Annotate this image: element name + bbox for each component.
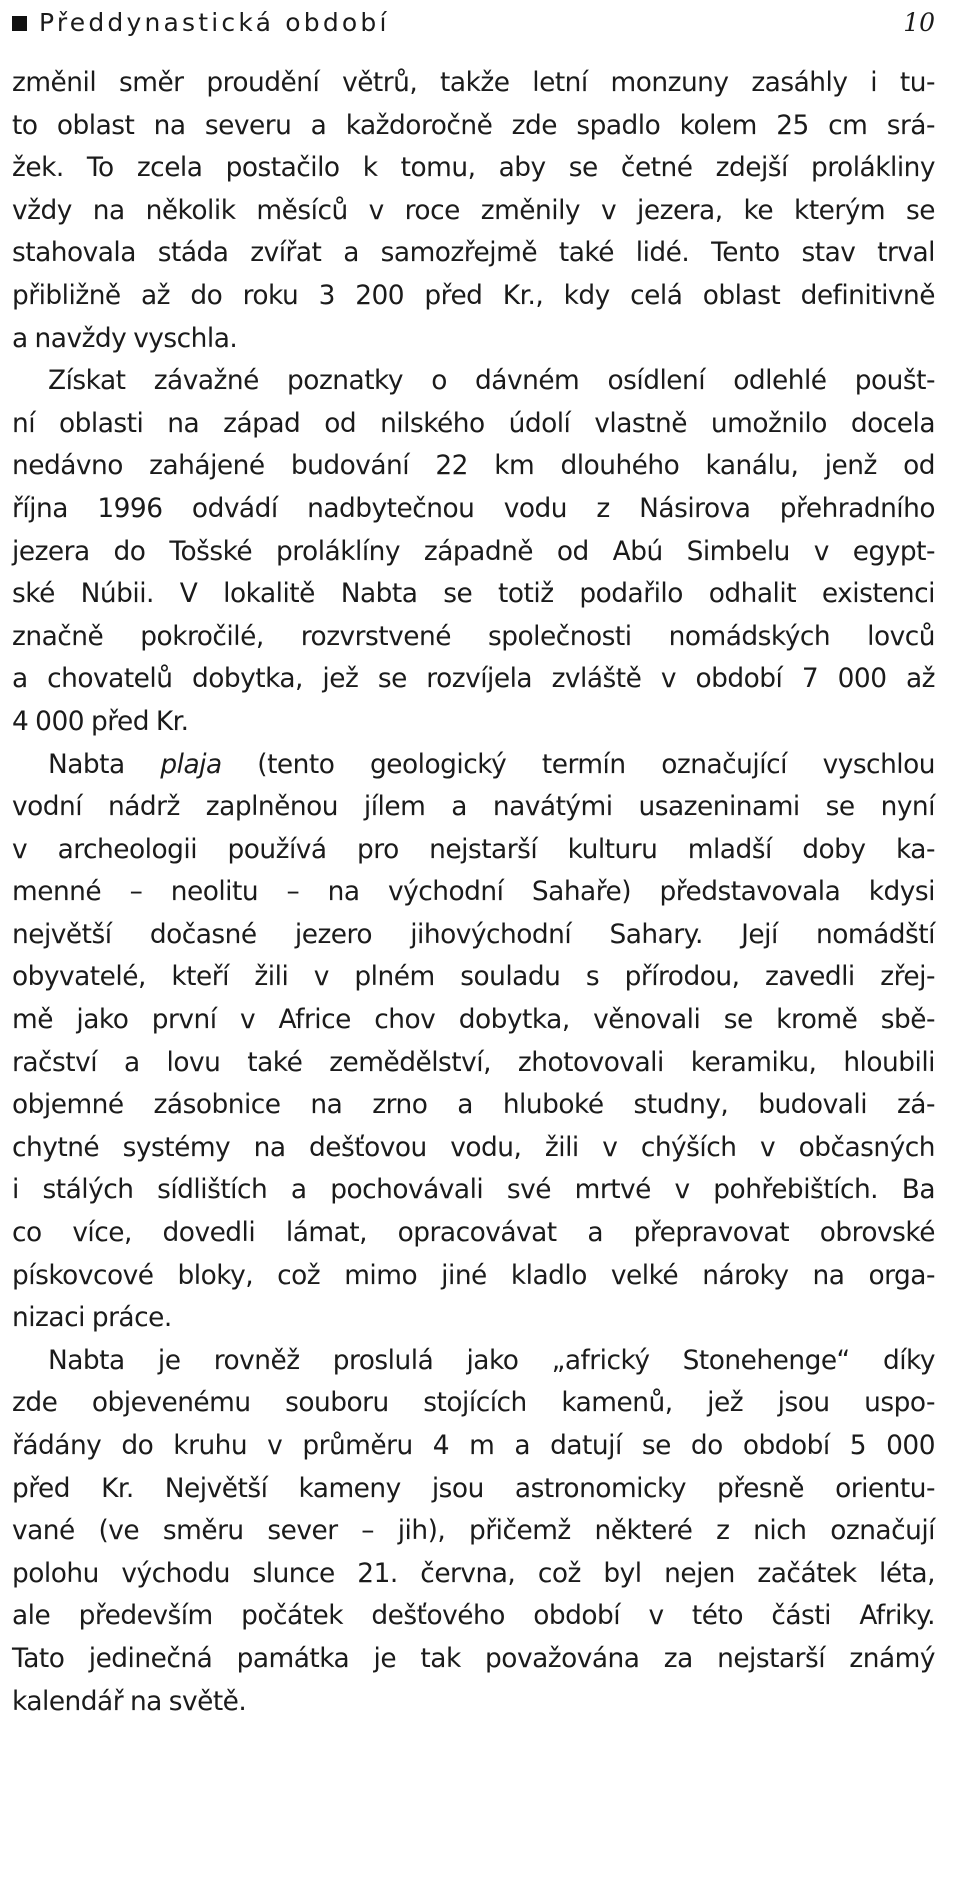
- text-line: značně pokročilé, rozvrstvené společnosti nomádských lovců: [12, 620, 935, 652]
- text-line: nizaci práce.: [12, 1302, 172, 1334]
- text-line: chytné systémy na dešťovou vodu, žili v chýších v občasných: [12, 1131, 935, 1163]
- text-line: řádány do kruhu v průměru 4 m a datují se do období 5 000: [12, 1430, 935, 1461]
- text-line: pískovcové bloky, což mimo jiné kladlo velké nároky na orga-: [12, 1259, 935, 1291]
- paragraph: [12, 744, 935, 1340]
- text-line: kalendář na světě.: [12, 1685, 247, 1717]
- text-line: jezera do Tošské proláklíny západně od Abú Simbelu v egypt-: [12, 535, 935, 567]
- text-line: největší dočasné jezero jihovýchodní Sahary. Její nomádští: [12, 918, 935, 950]
- page-number: 10: [903, 7, 935, 37]
- section-title: Předdynastická období: [39, 7, 390, 37]
- italic-term: plaja: [160, 748, 222, 780]
- running-header: [12, 2, 935, 42]
- text-line: Tato jedinečná památka je tak považována za nejstarší známý: [12, 1642, 935, 1674]
- text-line: změnil směr proudění větrů, takže letní monzuny zasáhly i tu-: [12, 67, 935, 98]
- text-line: zde objevenému souboru stojících kamenů, jež jsou uspo-: [12, 1387, 935, 1419]
- text-line: v archeologii používá pro nejstarší kulturu mladší doby ka-: [12, 833, 935, 865]
- text-line: ské Núbii. V lokalitě Nabta se totiž podařilo odhalit existenci: [12, 578, 935, 610]
- text-line: polohu východu slunce 21. června, což byl nejen začátek léta,: [12, 1557, 935, 1589]
- text-fragment: (tento geologický termín označující vyschlou: [221, 748, 936, 780]
- text-fragment: Nabta: [48, 748, 161, 780]
- text-line: před Kr. Největší kameny jsou astronomicky přesně orientu-: [12, 1472, 935, 1504]
- text-line: i stálých sídlištích a pochovávali své mrtvé v pohřebištích. Ba: [12, 1174, 935, 1206]
- text-line: vždy na několik měsíců v roce změnily v jezera, ke kterým se: [12, 194, 935, 226]
- text-line: [12, 744, 935, 787]
- text-line: co více, dovedli lámat, opracovávat a přepravovat obrovské: [12, 1217, 935, 1249]
- text-line: ale především počátek dešťového období v této části Afriky.: [12, 1600, 935, 1632]
- text-line: nedávno zahájené budování 22 km dlouhého kanálu, jenž od: [12, 450, 935, 482]
- text-line: obyvatelé, kteří žili v plném souladu s přírodou, zavedli zřej-: [12, 961, 935, 993]
- text-line: a chovatelů dobytka, jež se rozvíjela zvláště v období 7 000 až: [12, 663, 935, 695]
- text-line: a navždy vyschla.: [12, 322, 238, 354]
- text-line: žek. To zcela postačilo k tomu, aby se četné zdejší prolákliny: [12, 152, 935, 184]
- text-line: vodní nádrž zaplněnou jílem a navátými usazeninami se nyní: [12, 791, 935, 823]
- text-line: stahovala stáda zvířat a samozřejmě také lidé. Tento stav trval: [12, 237, 935, 269]
- paragraph: [12, 360, 935, 743]
- text-line: Nabta je rovněž proslulá jako „africký Stonehenge“ díky: [48, 1344, 935, 1376]
- text-line: přibližně až do roku 3 200 před Kr., kdy celá oblast definitivně: [12, 279, 935, 311]
- text-line: října 1996 odvádí nadbytečnou vodu z Násirova přehradního: [12, 492, 935, 524]
- text-line: to oblast na severu a každoročně zde spadlo kolem 25 cm srá-: [12, 109, 935, 141]
- paragraph: [12, 1340, 935, 1723]
- text-line: mě jako první v Africe chov dobytka, věnovali se kromě sbě-: [12, 1004, 935, 1036]
- text-line: ní oblasti na západ od nilského údolí vlastně umožnilo docela: [12, 407, 935, 439]
- text-line: vané (ve směru sever – jih), přičemž některé z nich označují: [12, 1515, 935, 1547]
- text-line: menné – neolitu – na východní Sahaře) představovala kdysi: [12, 876, 935, 908]
- running-header-left: [12, 8, 390, 37]
- text-line: 4 000 před Kr.: [12, 705, 189, 737]
- square-bullet-icon: [12, 16, 27, 31]
- paragraph: [12, 62, 935, 360]
- text-line: Získat závažné poznatky o dávném osídlení odlehlé poušt-: [48, 365, 935, 397]
- body-text: [12, 62, 935, 1723]
- text-line: račství a lovu také zemědělství, zhotovovali keramiku, hloubili: [12, 1046, 935, 1078]
- text-line: objemné zásobnice na zrno a hluboké studny, budovali zá-: [12, 1089, 935, 1121]
